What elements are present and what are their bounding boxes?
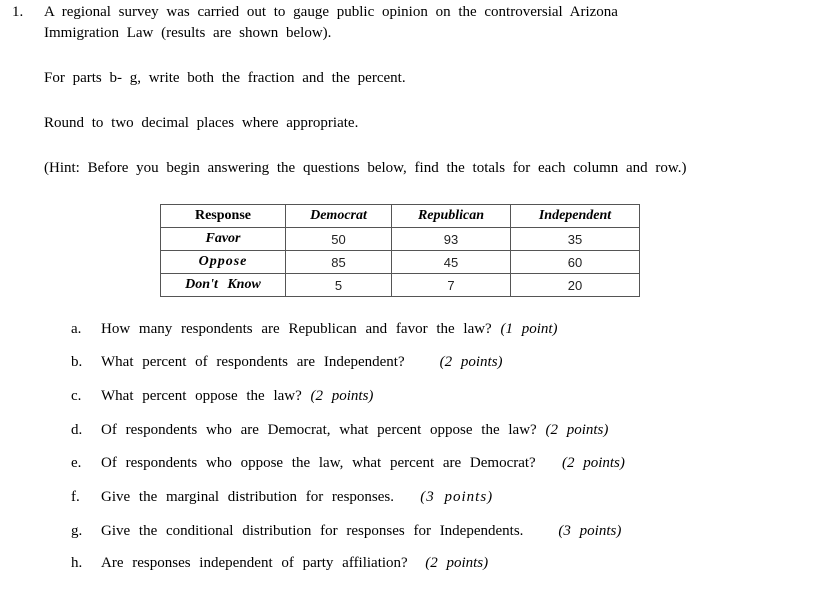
row-label-favor: Favor [161,228,286,251]
cell-favor-independent: 35 [511,228,640,251]
table-row-favor [161,228,640,251]
problem-number: 1. [12,4,24,20]
question-e [101,455,625,472]
cell-favor-democrat: 50 [286,228,392,251]
header-republican: Republican [392,205,511,228]
question-a [101,321,558,338]
question-d [101,422,608,439]
cell-oppose-democrat: 85 [286,251,392,274]
survey-results-table [160,204,640,297]
header-response: Response [161,205,286,228]
instruction-fraction-percent: For parts b- g, write both the fraction and the percent. [44,70,406,86]
question-h-letter: h. [71,555,83,571]
question-g-text: Give the conditional distribution for responses for Independents. [101,523,524,539]
table-row-oppose [161,251,640,274]
question-a-letter: a. [71,321,82,337]
question-c-points: (2 points) [310,388,374,404]
question-f-text: Give the marginal distribution for responses. [101,489,395,505]
question-h-points: (2 points) [425,555,489,571]
intro-line-2: Immigration Law (results are shown below). [44,25,332,41]
cell-oppose-republican: 45 [392,251,511,274]
header-democrat: Democrat [286,205,392,228]
question-h-text: Are responses independent of party affiliation? [101,555,408,571]
question-e-letter: e. [71,455,82,471]
question-e-points: (2 points) [561,455,625,471]
cell-dont-know-republican: 7 [392,274,511,297]
question-f-letter: f. [71,489,80,505]
cell-favor-republican: 93 [392,228,511,251]
question-g [101,523,621,540]
row-label-dont-know: Don't Know [161,274,286,297]
question-f [101,489,493,506]
question-b-letter: b. [71,354,83,370]
table-header-row [161,205,640,228]
question-e-text: Of respondents who oppose the law, what percent are Democrat? [101,455,536,471]
question-f-points: (3 points) [420,489,494,505]
question-a-text: How many respondents are Republican and favor the law? [101,321,492,337]
hint-text: (Hint: Before you begin answering the questions below, find the totals for each column and row.) [44,160,687,176]
cell-oppose-independent: 60 [511,251,640,274]
intro-line-1: A regional survey was carried out to gauge public opinion on the controversial Arizona [44,4,618,20]
question-b-text: What percent of respondents are Independent? [101,354,405,370]
row-label-oppose: Oppose [161,251,286,274]
question-d-letter: d. [71,422,83,438]
question-c [101,388,373,405]
question-d-text: Of respondents who are Democrat, what percent oppose the law? [101,422,537,438]
header-independent: Independent [511,205,640,228]
question-d-points: (2 points) [545,422,609,438]
question-a-points: (1 point) [500,321,558,337]
question-g-points: (3 points) [558,523,622,539]
question-c-letter: c. [71,388,82,404]
table-row-dont-know [161,274,640,297]
question-h [101,555,488,572]
question-b-points: (2 points) [439,354,503,370]
instruction-rounding: Round to two decimal places where appropriate. [44,115,359,131]
cell-dont-know-democrat: 5 [286,274,392,297]
question-g-letter: g. [71,523,83,539]
question-c-text: What percent oppose the law? [101,388,302,404]
cell-dont-know-independent: 20 [511,274,640,297]
question-b [101,354,503,371]
